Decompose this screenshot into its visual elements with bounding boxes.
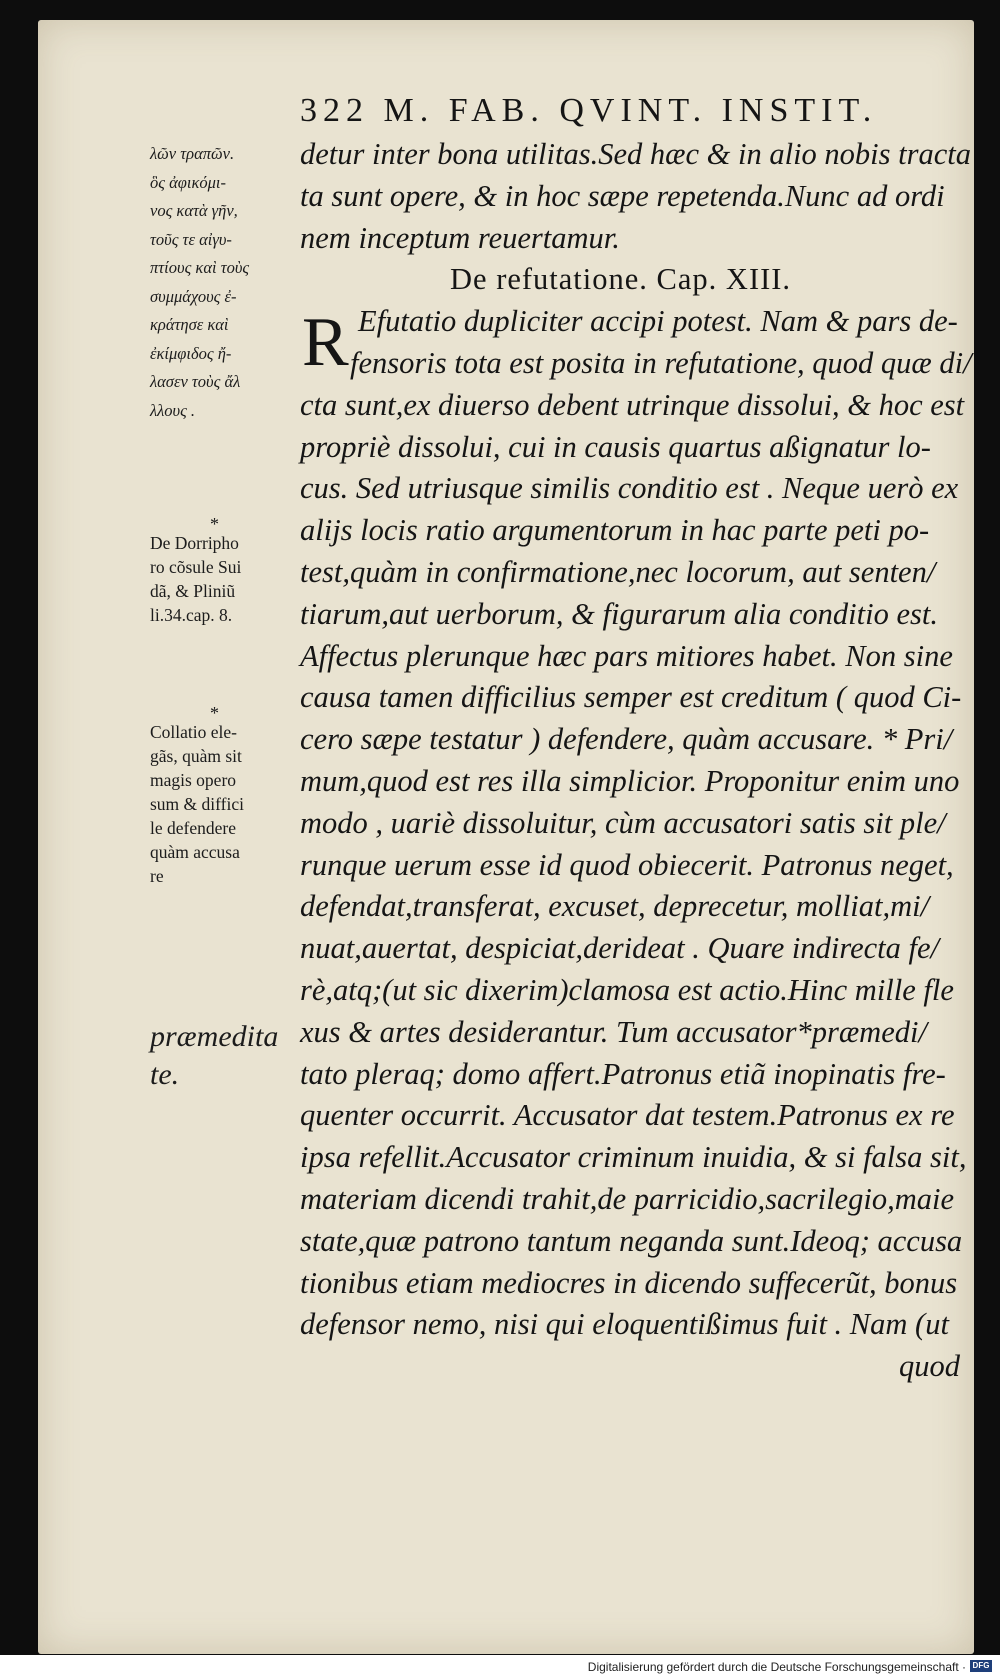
note-line: præmedita bbox=[150, 1020, 279, 1053]
funding-credit: Digitalisierung gefördert durch die Deutsche Forschungsgemeinschaft · bbox=[587, 1660, 966, 1674]
greek-line: κράτησε καὶ bbox=[150, 315, 229, 334]
text-line: quenter occurrit. Accusator dat testem.Patronus ex re bbox=[300, 1098, 955, 1133]
greek-line: ὃς ἀφικόμι- bbox=[150, 172, 226, 192]
text-line: cus. Sed utriusque similis conditio est . Neque uerò ex bbox=[300, 471, 959, 506]
margin-note-collatio bbox=[150, 703, 295, 888]
note-line: le defendere bbox=[150, 818, 236, 838]
text-line: nuat,auertat, despiciat,derideat . Quare indirecta fe/ bbox=[300, 931, 939, 966]
note-line: te. bbox=[150, 1058, 180, 1091]
greek-line: ἐκίμφιδος ἤ- bbox=[150, 343, 232, 363]
text-line: detur inter bona utilitas.Sed hæc & in alio nobis tracta bbox=[300, 137, 971, 171]
note-line: gãs, quàm sit bbox=[150, 746, 242, 766]
text-line: tato pleraq; domo affert.Patronus etiã inopinatis fre- bbox=[300, 1056, 946, 1091]
main-text bbox=[300, 134, 980, 1388]
running-head: 322 M. FAB. QVINT. INSTIT. bbox=[300, 92, 878, 129]
text-line: cta sunt,ex diuerso debent utrinque dissolui, & hoc est bbox=[300, 387, 965, 422]
text-line: Affectus plerunque hæc pars mitiores habet. Non sine bbox=[300, 638, 953, 673]
asterisk-marker: * bbox=[210, 514, 219, 534]
text-line: fensoris tota est posita in refutatione, quod quæ di/ bbox=[350, 345, 972, 380]
text-line: causa tamen difficilius semper est creditum ( quod Ci- bbox=[300, 680, 962, 715]
margin-note-praemeditate bbox=[150, 1018, 295, 1094]
text-line: Efutatio dupliciter accipi potest. Nam & pars de- bbox=[358, 304, 958, 339]
drop-cap: R bbox=[302, 304, 349, 381]
text-line: tionibus etiam mediocres in dicendo suffecerũt, bonus bbox=[300, 1265, 958, 1300]
note-line: Collatio ele- bbox=[150, 722, 237, 742]
note-line: dã, & Pliniũ bbox=[150, 581, 236, 601]
dfg-logo: DFG bbox=[970, 1660, 992, 1672]
greek-line: νος κατὰ γῆν, bbox=[150, 201, 238, 220]
note-line: magis opero bbox=[150, 770, 237, 790]
note-line: sum & diffici bbox=[150, 794, 244, 814]
margin-greek-note bbox=[150, 140, 295, 425]
note-line: re bbox=[150, 866, 164, 886]
text-line: xus & artes desiderantur. Tum accusator*præmedi/ bbox=[300, 1014, 927, 1049]
note-line: quàm accusa bbox=[150, 842, 240, 862]
text-line: tiarum,aut uerborum, & figurarum alia conditio est. bbox=[300, 596, 938, 631]
note-line: ro cõsule Sui bbox=[150, 557, 242, 577]
text-line: test,quàm in confirmatione,nec locorum, aut senten/ bbox=[300, 554, 936, 589]
text-line: defendat,transferat, excuset, deprecetur, molliat,mi/ bbox=[300, 889, 930, 924]
catchword: quod bbox=[899, 1349, 960, 1384]
text-line: materiam dicendi trahit,de parricidio,sacrilegio,maie bbox=[300, 1181, 954, 1216]
text-line: rè,atq;(ut sic dixerim)clamosa est actio.Hinc mille fle bbox=[300, 972, 954, 1007]
greek-line: πτίους καὶ τοὺς bbox=[150, 258, 250, 277]
text-line: runque uerum esse id quod obiecerit. Patronus neget, bbox=[300, 847, 954, 882]
greek-line: λασεν τοὺς ἄλ bbox=[150, 372, 241, 391]
greek-line: λῶν τραπῶν. bbox=[150, 144, 235, 163]
text-line: alijs locis ratio argumentorum in hac parte peti po- bbox=[300, 513, 930, 548]
text-line: mum,quod est res illa simplicior. Proponitur enim uno bbox=[300, 763, 960, 798]
text-line: defensor nemo, nisi qui eloquentißimus fuit . Nam (ut bbox=[300, 1307, 949, 1342]
text-line: modo , uariè dissoluitur, cùm accusatori satis sit ple/ bbox=[300, 805, 946, 840]
text-line: ipsa refellit.Accusator criminum inuidia, & si falsa sit, bbox=[300, 1140, 967, 1175]
text-line: propriè dissolui, cui in causis quartus aßignatur lo- bbox=[300, 429, 931, 464]
greek-line: τοῦς τε αἰγυ- bbox=[150, 229, 232, 249]
note-line: li.34.cap. 8. bbox=[150, 605, 233, 625]
chapter-heading: De refutatione. Cap. XIII. bbox=[450, 262, 792, 297]
text-line: ta sunt opere, & in hoc sæpe repetenda.Nunc ad ordi bbox=[300, 178, 945, 213]
greek-line: συμμάχους ἐ- bbox=[150, 286, 237, 306]
margin-note-doripho bbox=[150, 514, 295, 627]
asterisk-marker: * bbox=[210, 703, 219, 723]
text-line: state,quæ patrono tantum neganda sunt.Ideoq; accusa bbox=[300, 1223, 963, 1258]
text-line: nem inceptum reuertamur. bbox=[300, 220, 620, 255]
note-line: De Dorripho bbox=[150, 533, 239, 553]
greek-line: λλους . bbox=[150, 400, 196, 420]
text-line: cero sæpe testatur ) defendere, quàm accusare. * Pri/ bbox=[300, 722, 953, 757]
